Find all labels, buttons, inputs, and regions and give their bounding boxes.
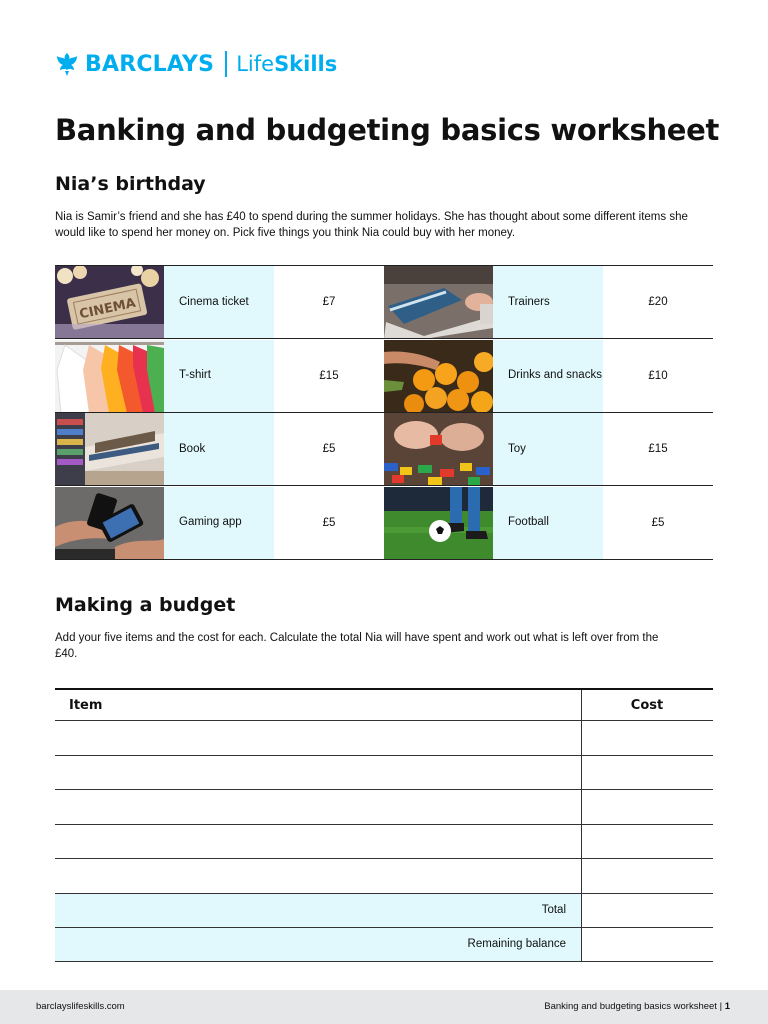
items-row	[55, 413, 713, 486]
items-row	[55, 487, 713, 560]
section-heading-budget: Making a budget	[55, 594, 236, 616]
remaining-balance-label: Remaining balance	[55, 928, 581, 961]
section-heading-birthday: Nia’s birthday	[55, 173, 206, 195]
football-image	[384, 487, 493, 559]
cinema-ticket-image	[55, 266, 164, 338]
budget-table	[55, 688, 713, 961]
item-label: Football	[493, 487, 603, 559]
footer-doc-info	[544, 1001, 730, 1012]
item-price: £7	[322, 296, 336, 308]
gaming-app-image	[55, 487, 164, 559]
brand-name: BARCLAYS	[85, 51, 215, 77]
budget-entry-row[interactable]	[55, 825, 713, 860]
trainers-image	[384, 266, 493, 338]
bookshop-image	[55, 413, 164, 485]
items-table	[55, 265, 713, 559]
brand-product-plain: Life	[236, 52, 275, 76]
footer-doc-name: Banking and budgeting basics worksheet |	[544, 1001, 723, 1012]
page-footer	[0, 990, 768, 1024]
budget-entry-row[interactable]	[55, 859, 713, 894]
item-price: £20	[648, 296, 668, 308]
item-label: Book	[164, 413, 274, 485]
item-label: Drinks and snacks	[493, 340, 603, 412]
item-price: £5	[322, 516, 336, 529]
birthday-intro: Nia is Samir’s friend and she has £40 to spend during the summer holidays. She has thought about some different items she would like to spend her money on. Pick five things you think Nia could buy with her money.	[55, 211, 688, 239]
total-label: Total	[55, 894, 581, 927]
tshirt-image	[55, 340, 164, 412]
item-price: £15	[319, 369, 339, 382]
eagle-icon	[55, 51, 79, 77]
item-price: £5	[322, 443, 336, 455]
column-header-item: Item	[69, 698, 103, 713]
item-label: Gaming app	[164, 487, 274, 559]
item-label: Toy	[493, 413, 603, 485]
item-label: Cinema ticket	[164, 266, 274, 338]
column-header-cost: Cost	[630, 698, 664, 713]
budget-entry-row[interactable]	[55, 790, 713, 825]
budget-intro: Add your five items and the cost for each. Calculate the total Nia will have spent and work out what is left over from the £40.	[55, 632, 659, 660]
item-price: £5	[651, 516, 665, 529]
brand-product-bold: Skills	[274, 52, 338, 76]
budget-entry-row[interactable]	[55, 721, 713, 756]
oranges-image	[384, 340, 493, 412]
svg-text:CINEMA: CINEMA	[78, 295, 138, 323]
page-number: 1	[724, 1001, 730, 1012]
toy-image	[384, 413, 493, 485]
items-row	[55, 340, 713, 413]
budget-remaining-row	[55, 928, 713, 962]
budget-total-row	[55, 894, 713, 928]
budget-header-row	[55, 690, 713, 721]
footer-url: barclayslifeskills.com	[36, 1001, 125, 1012]
item-label: Trainers	[493, 266, 603, 338]
page-title: Banking and budgeting basics worksheet	[55, 113, 720, 147]
brand-divider	[225, 51, 227, 77]
items-row	[55, 266, 713, 339]
budget-entry-row[interactable]	[55, 756, 713, 791]
column-divider	[581, 690, 582, 961]
item-price: £15	[648, 443, 668, 455]
item-label: T-shirt	[164, 340, 274, 412]
item-price: £10	[648, 369, 668, 382]
brand-logo	[55, 50, 337, 78]
